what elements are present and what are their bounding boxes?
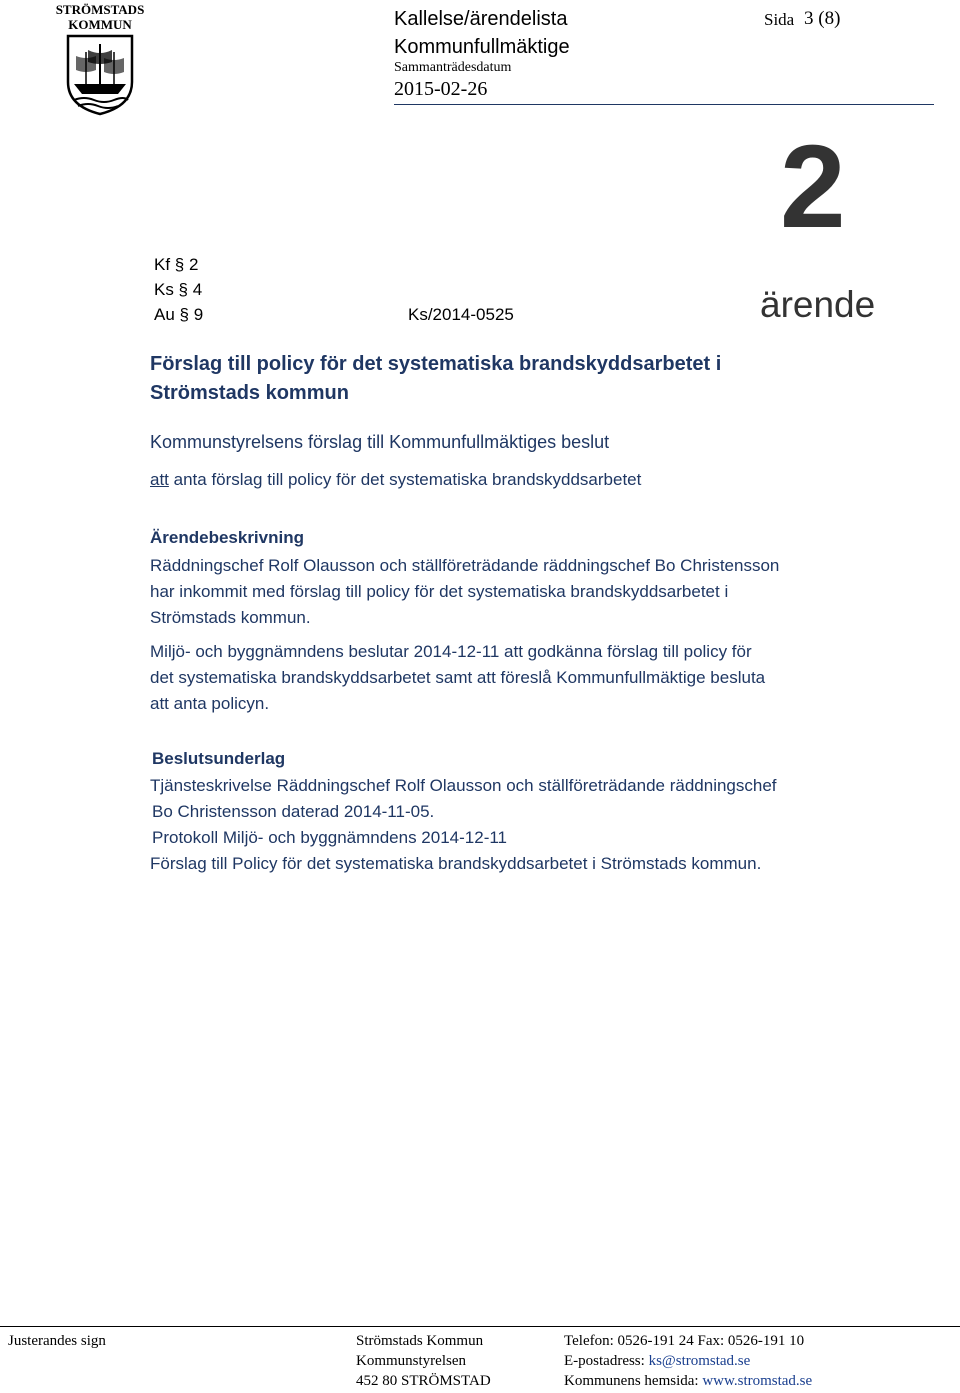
proposal-heading: Kommunstyrelsens förslag till Kommunfullmäktiges beslut xyxy=(150,432,610,452)
footer-phone: Telefon: 0526-191 24 Fax: 0526-191 10 xyxy=(564,1333,805,1349)
proposal-att: att xyxy=(150,470,169,489)
description-paragraph-1 xyxy=(150,553,870,631)
footer-email xyxy=(564,1353,750,1370)
ref-au: Au § 9 xyxy=(154,305,204,324)
description-p1-line-3: Strömstads kommun. xyxy=(150,608,311,627)
description-paragraph-2 xyxy=(150,639,870,717)
logo-wordmark xyxy=(52,2,148,32)
footer-website-label: Kommunens hemsida: xyxy=(564,1373,703,1389)
ref-ks: Ks § 4 xyxy=(154,280,203,299)
header-divider xyxy=(394,104,934,105)
basis-item-1: Tjänsteskrivelse Räddningschef Rolf Olausson och ställföreträdande räddningschef xyxy=(150,776,777,795)
proposal-text xyxy=(150,470,641,490)
case-title xyxy=(150,350,721,408)
description-p1-line-1: Räddningschef Rolf Olausson och ställföreträdande räddningschef Bo Christensson xyxy=(150,556,780,575)
footer-address-1: Strömstads Kommun xyxy=(356,1333,484,1349)
case-title-line-2: Strömstads kommun xyxy=(150,382,349,404)
basis-item-1-cont: Bo Christensson daterad 2014-11-05. xyxy=(152,802,435,821)
footer-website xyxy=(564,1373,812,1390)
organization-name: Kommunfullmäktige xyxy=(394,36,570,58)
description-heading: Ärendebeskrivning xyxy=(150,528,304,547)
footer-divider xyxy=(0,1326,960,1327)
case-title-line-1: Förslag till policy för det systematiska brandskyddsarbetet i xyxy=(150,353,722,375)
page-label: Sida xyxy=(764,10,795,29)
document-title: Kallelse/ärendelista xyxy=(394,8,568,30)
footer-address-2: Kommunstyrelsen xyxy=(356,1353,466,1369)
logo-line-2: KOMMUN xyxy=(68,17,132,32)
description-p1-line-2: har inkommit med förslag till policy för det systematiska brandskyddsarbetet i xyxy=(150,582,729,601)
proposal-body: anta förslag till policy för det systematiska brandskyddsarbetet xyxy=(168,470,642,489)
description-p2-line-3: att anta policyn. xyxy=(150,694,270,713)
page-number: 3 (8) xyxy=(804,8,841,29)
footer-website-link[interactable]: www.stromstad.se xyxy=(702,1373,813,1389)
footer-address-3: 452 80 STRÖMSTAD xyxy=(356,1373,491,1389)
description-p2-line-2: det systematiska brandskyddsarbetet samt att föreslå Kommunfullmäktige besluta xyxy=(150,668,766,687)
case-number: 2 xyxy=(780,121,846,253)
footer-sign-label: Justerandes sign xyxy=(8,1333,106,1349)
basis-item-2: Protokoll Miljö- och byggnämndens 2014-12-11 xyxy=(152,828,507,847)
ref-kf: Kf § 2 xyxy=(154,255,199,274)
case-word: ärende xyxy=(760,284,876,325)
footer-email-link[interactable]: ks@stromstad.se xyxy=(648,1353,751,1369)
basis-heading: Beslutsunderlag xyxy=(152,749,286,768)
logo-line-1: STRÖMSTADS xyxy=(55,2,145,17)
basis-item-3: Förslag till Policy för det systematiska brandskyddsarbetet i Strömstads kommun. xyxy=(150,854,762,873)
ref-diarienummer: Ks/2014-0525 xyxy=(408,305,514,324)
meeting-date: 2015-02-26 xyxy=(394,78,488,100)
footer-email-label: E-postadress: xyxy=(564,1353,649,1369)
municipal-crest-icon xyxy=(64,34,136,116)
description-p2-line-1: Miljö- och byggnämndens beslutar 2014-12-11 att godkänna förslag till policy för xyxy=(150,642,752,661)
meeting-date-label: Sammanträdesdatum xyxy=(394,60,512,75)
basis-list xyxy=(150,773,870,877)
